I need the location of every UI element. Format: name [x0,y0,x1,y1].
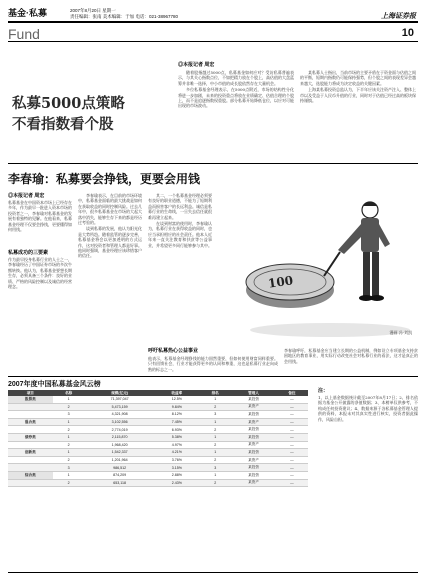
table-cell: 2.43% [155,479,200,487]
table-cell: — [276,426,308,434]
table-cell: 某资产 [231,403,276,411]
table-row [8,479,308,487]
section-divider [8,163,418,164]
table-cell: — [276,441,308,449]
table-header: 收益率 [155,390,200,396]
table-cell: — [276,479,308,487]
table-cell: 3.15% [155,464,200,472]
table-cell: 某资产 [231,479,276,487]
table-cell: — [276,403,308,411]
table-cell: 986,512 [85,464,155,472]
coin-number: 100 [267,273,294,291]
table-cell: 某投资 [231,426,276,434]
table-row [8,418,308,426]
table-cell: 653,118 [85,479,155,487]
page-number: 10 [401,27,414,39]
masthead [8,6,418,56]
feature-col-3 [148,193,212,345]
table-cell-category [8,403,53,411]
table-cell: 1 [199,471,231,479]
table-row [8,396,308,403]
table-header: 备注 [276,390,308,396]
table-cell-category: 债券类 [8,433,53,441]
table-cell: 3,102,556 [85,418,155,426]
table-cell-category [8,441,53,449]
table-cell: 874,209 [85,471,155,479]
illustration [220,180,418,342]
table-cell: 2,774,019 [85,426,155,434]
table-cell: — [276,418,308,426]
table-cell: 某投资 [231,471,276,479]
table-cell: 某投资 [231,396,276,403]
paragraph: 随着股指越过5000点，私募基金如何应对？受访私募普遍表示，与其关心指数点位，不如把精力放在个股上，高估值的大盘蓝筹并非唯一选择，中小市值的成长股依然存在大量机会。 [178,70,294,86]
table-cell-category: 股票类 [8,396,53,403]
editor-line: 责任编辑：张南 美术编辑：于加 电话：021-38967780 [70,14,179,19]
table-header: 项目 [8,390,53,396]
table-cell: 3 [53,411,85,419]
table-note [318,388,418,508]
table-cell: 某投资 [231,449,276,457]
table-cell: 2 [53,479,85,487]
paragraph: 他表示，私募基金经理挣钱的能力固然重要，但如何使用财富同样重要。只有回馈社会，行业才能获得更多的认同和尊重，这也是私募行业走向成熟的标志之一。 [148,356,278,372]
table-row [8,433,308,441]
table-header: 规模(亿元) [85,390,155,396]
table-cell: 1,542,337 [85,449,155,457]
paragraph: 李春瑜表示，在目前的市场环境中，私募基金面临的最大挑战是如何在获取收益的同时控制风险。过去几年中，很多私募基金在市场的大起大落中消失，能够生存下来的都是经历过考验的。 [78,193,142,226]
table-cell: — [276,464,308,472]
table-row [8,411,308,419]
table-cell: — [276,433,308,441]
table-cell: 2 [53,441,85,449]
table-cell: 4.21% [155,449,200,457]
table-divider [8,376,418,377]
table-cell: — [276,456,308,464]
table-row [8,449,308,457]
headline-line-1: 私募5000点策略 [12,95,125,112]
table-cell: 8.12% [155,411,200,419]
table-cell: 1 [199,418,231,426]
headline [12,94,162,136]
table-cell: 某投资 [231,411,276,419]
table-row [8,456,308,464]
table-cell: 1 [199,433,231,441]
table-header: 管理人 [231,390,276,396]
table-cell: 2,115,870 [85,433,155,441]
table-cell: 71,397,047 [85,396,155,403]
table-cell-category [8,456,53,464]
paragraph: 多位私募基金经理表示，在5000点附近，市场的结构性分化将进一步加剧，未来的投资重点将放在业绩确定、估值合理的个股上，而不是追逐指数权重股。部分私募开始降低仓位，以应对可能出现的市场波动。 [178,87,294,109]
paragraph: 其二，一个私募基金经理必须要有良好的职业道德，不能为了短期利益而损害客户的长远利益。诚信是私募行业的生命线，一旦失去信任就很难再建立起来。 [148,193,212,220]
table-cell-category [8,464,53,472]
table-cell: 2 [199,441,231,449]
table-cell: 某投资 [231,464,276,472]
feature-subhead-2: 呼吁私募热心公益事业 [148,348,199,354]
table-cell: — [276,411,308,419]
table-cell: 1,201,964 [85,456,155,464]
paragraph: 某私募人士指出，当前市场的主要矛盾在于资金面与估值之间的平衡，短期内指数仍可能保持强势，但个股之间的表现差异会越来越大，选股能力将成为决定收益的关键因素。 [300,70,416,86]
paragraph: 李春瑜呼吁，私募基金应当建立长期的公益机制，例如设立专项基金支持贫困地区的教育事业，用实际行动改变社会对私募行业的看法，这才是真正的会用钱。 [284,348,418,364]
feature-intro: 私募基金在中国资本市场上已经存在多年，作为最早一批进入资本市场的投资者之一，李春瑜对私募基金的发展有着独特的见解。在他看来，私募基金经理不仅要会挣钱，更要懂得如何用钱。 [8,200,72,233]
table-cell: 某投资 [231,433,276,441]
paper-name: 上海证券报 [381,11,416,20]
table-cell: 1 [53,449,85,457]
table-cell: 某资产 [231,456,276,464]
table-cell: 9.84% [155,403,200,411]
table-cell: 2.88% [155,471,200,479]
table-row [8,441,308,449]
feature-lower [148,348,418,373]
table-cell-category [8,426,53,434]
table-cell: 2 [199,479,231,487]
table-cell: 2 [53,426,85,434]
feature-col-1 [8,193,72,346]
table-cell: 2 [199,456,231,464]
table-cell: 3 [199,411,231,419]
headline-line-2: 不看指数看个股 [12,116,114,133]
table-cell: 6.93% [155,426,200,434]
table-cell-category [8,411,53,419]
table-cell: 12.5% [155,396,200,403]
table-header: 名称 [53,390,85,396]
paragraph: 作为最早投身私募行业的人士之一，李春瑜经历了中国证券市场的多次牛熊转换。他认为，私募基金要想长期生存，必须具备三个条件：良好的业绩、严格的风险控制以及诚信的经营理念。 [8,257,72,290]
note-text: 1、以上基金数据统计截至2007年8月17日；2、排名依据为基金公开披露的净值数据；3、本榜单仅供参考，不构成任何投资建议；4、数据来源于各私募基金管理人提供的资料，本报未对其真实性进行核实，投资者据此操作，风险自担。 [318,395,418,422]
table-cell: 1 [53,418,85,426]
table-cell: — [276,449,308,457]
ranking-table-grid [8,390,308,487]
ranking-table [8,390,308,487]
masthead-rule [8,41,418,42]
table-cell: 1 [53,396,85,403]
table-cell: 2 [53,403,85,411]
table-cell: 1 [53,471,85,479]
top-col-2 [300,70,416,158]
table-row [8,426,308,434]
illustration-credit: 漫画 冯·刘凯 [389,330,412,335]
feature-col-2 [78,193,142,345]
paragraph: 谈到私募的发展，他认为阳光化是大势所趋。随着监管的逐步完善，私募基金将会以更加透明的方式运作，这对投资者和管理人都是好事。他同时强调，基金经理应该珍惜客户的信任。 [78,226,142,259]
table-cell: 7.45% [155,418,200,426]
feature-title: 李春瑜：私募要会挣钱，更要会用钱 [8,172,201,186]
table-cell-category: 混合类 [8,418,53,426]
table-header: 排名 [199,390,231,396]
paragraph: 上海某私募投资总监认为，下半年应该关注资产注入、整体上市以及受益于人民币升值的行业，同时对于估值已经过高的板块保持谨慎。 [300,87,416,104]
feature-subhead-1: 私募成功的三要素 [8,250,49,256]
note-title: 注： [318,388,329,394]
table-cell-category: 创新类 [8,449,53,457]
table-row [8,471,308,479]
feature-byline: ◎本报记者 周宏 [8,193,45,199]
table-cell: 2 [53,456,85,464]
date-line: 2007年8月20日 星期一 [70,8,116,13]
table-cell: 5.38% [155,433,200,441]
table-cell: 4.97% [155,441,200,449]
table-row [8,464,308,472]
table-cell: 某资产 [231,418,276,426]
top-article [178,62,418,159]
masthead-divider [8,21,418,23]
table-cell: 4,321,908 [85,411,155,419]
table-cell: 某资产 [231,441,276,449]
table-cell: — [276,471,308,479]
section-title: 基金·私募 [8,8,47,18]
table-cell-category [8,479,53,487]
top-col-1 [178,70,294,158]
table-cell: 1,968,420 [85,441,155,449]
table-cell: 2 [199,403,231,411]
table-cell: — [276,396,308,403]
table-cell-category: 综合类 [8,471,53,479]
table-cell: 3 [199,464,231,472]
table-title: 2007年度中国私募基金风云榜 [8,381,101,388]
fund-label: Fund [8,26,40,42]
table-cell: 3 [53,464,85,472]
table-cell: 1 [199,396,231,403]
top-byline: ◎本报记者 周宏 [178,62,215,68]
table-cell: 5,473,159 [85,403,155,411]
table-cell: 1 [199,449,231,457]
page-bottom-rule [8,572,418,573]
table-cell: 1 [53,433,85,441]
table-cell: 3.76% [155,456,200,464]
illustration-svg [220,180,418,342]
paragraph: 在谈到财富的使用时，李春瑜认为，私募行业在获得收益的同时，也应当承担相应的社会责任。他本人近年来一直关注教育和扶贫等公益事业，并希望更多同行能够参与其中。 [148,221,212,248]
table-cell: 2 [199,426,231,434]
table-row [8,403,308,411]
